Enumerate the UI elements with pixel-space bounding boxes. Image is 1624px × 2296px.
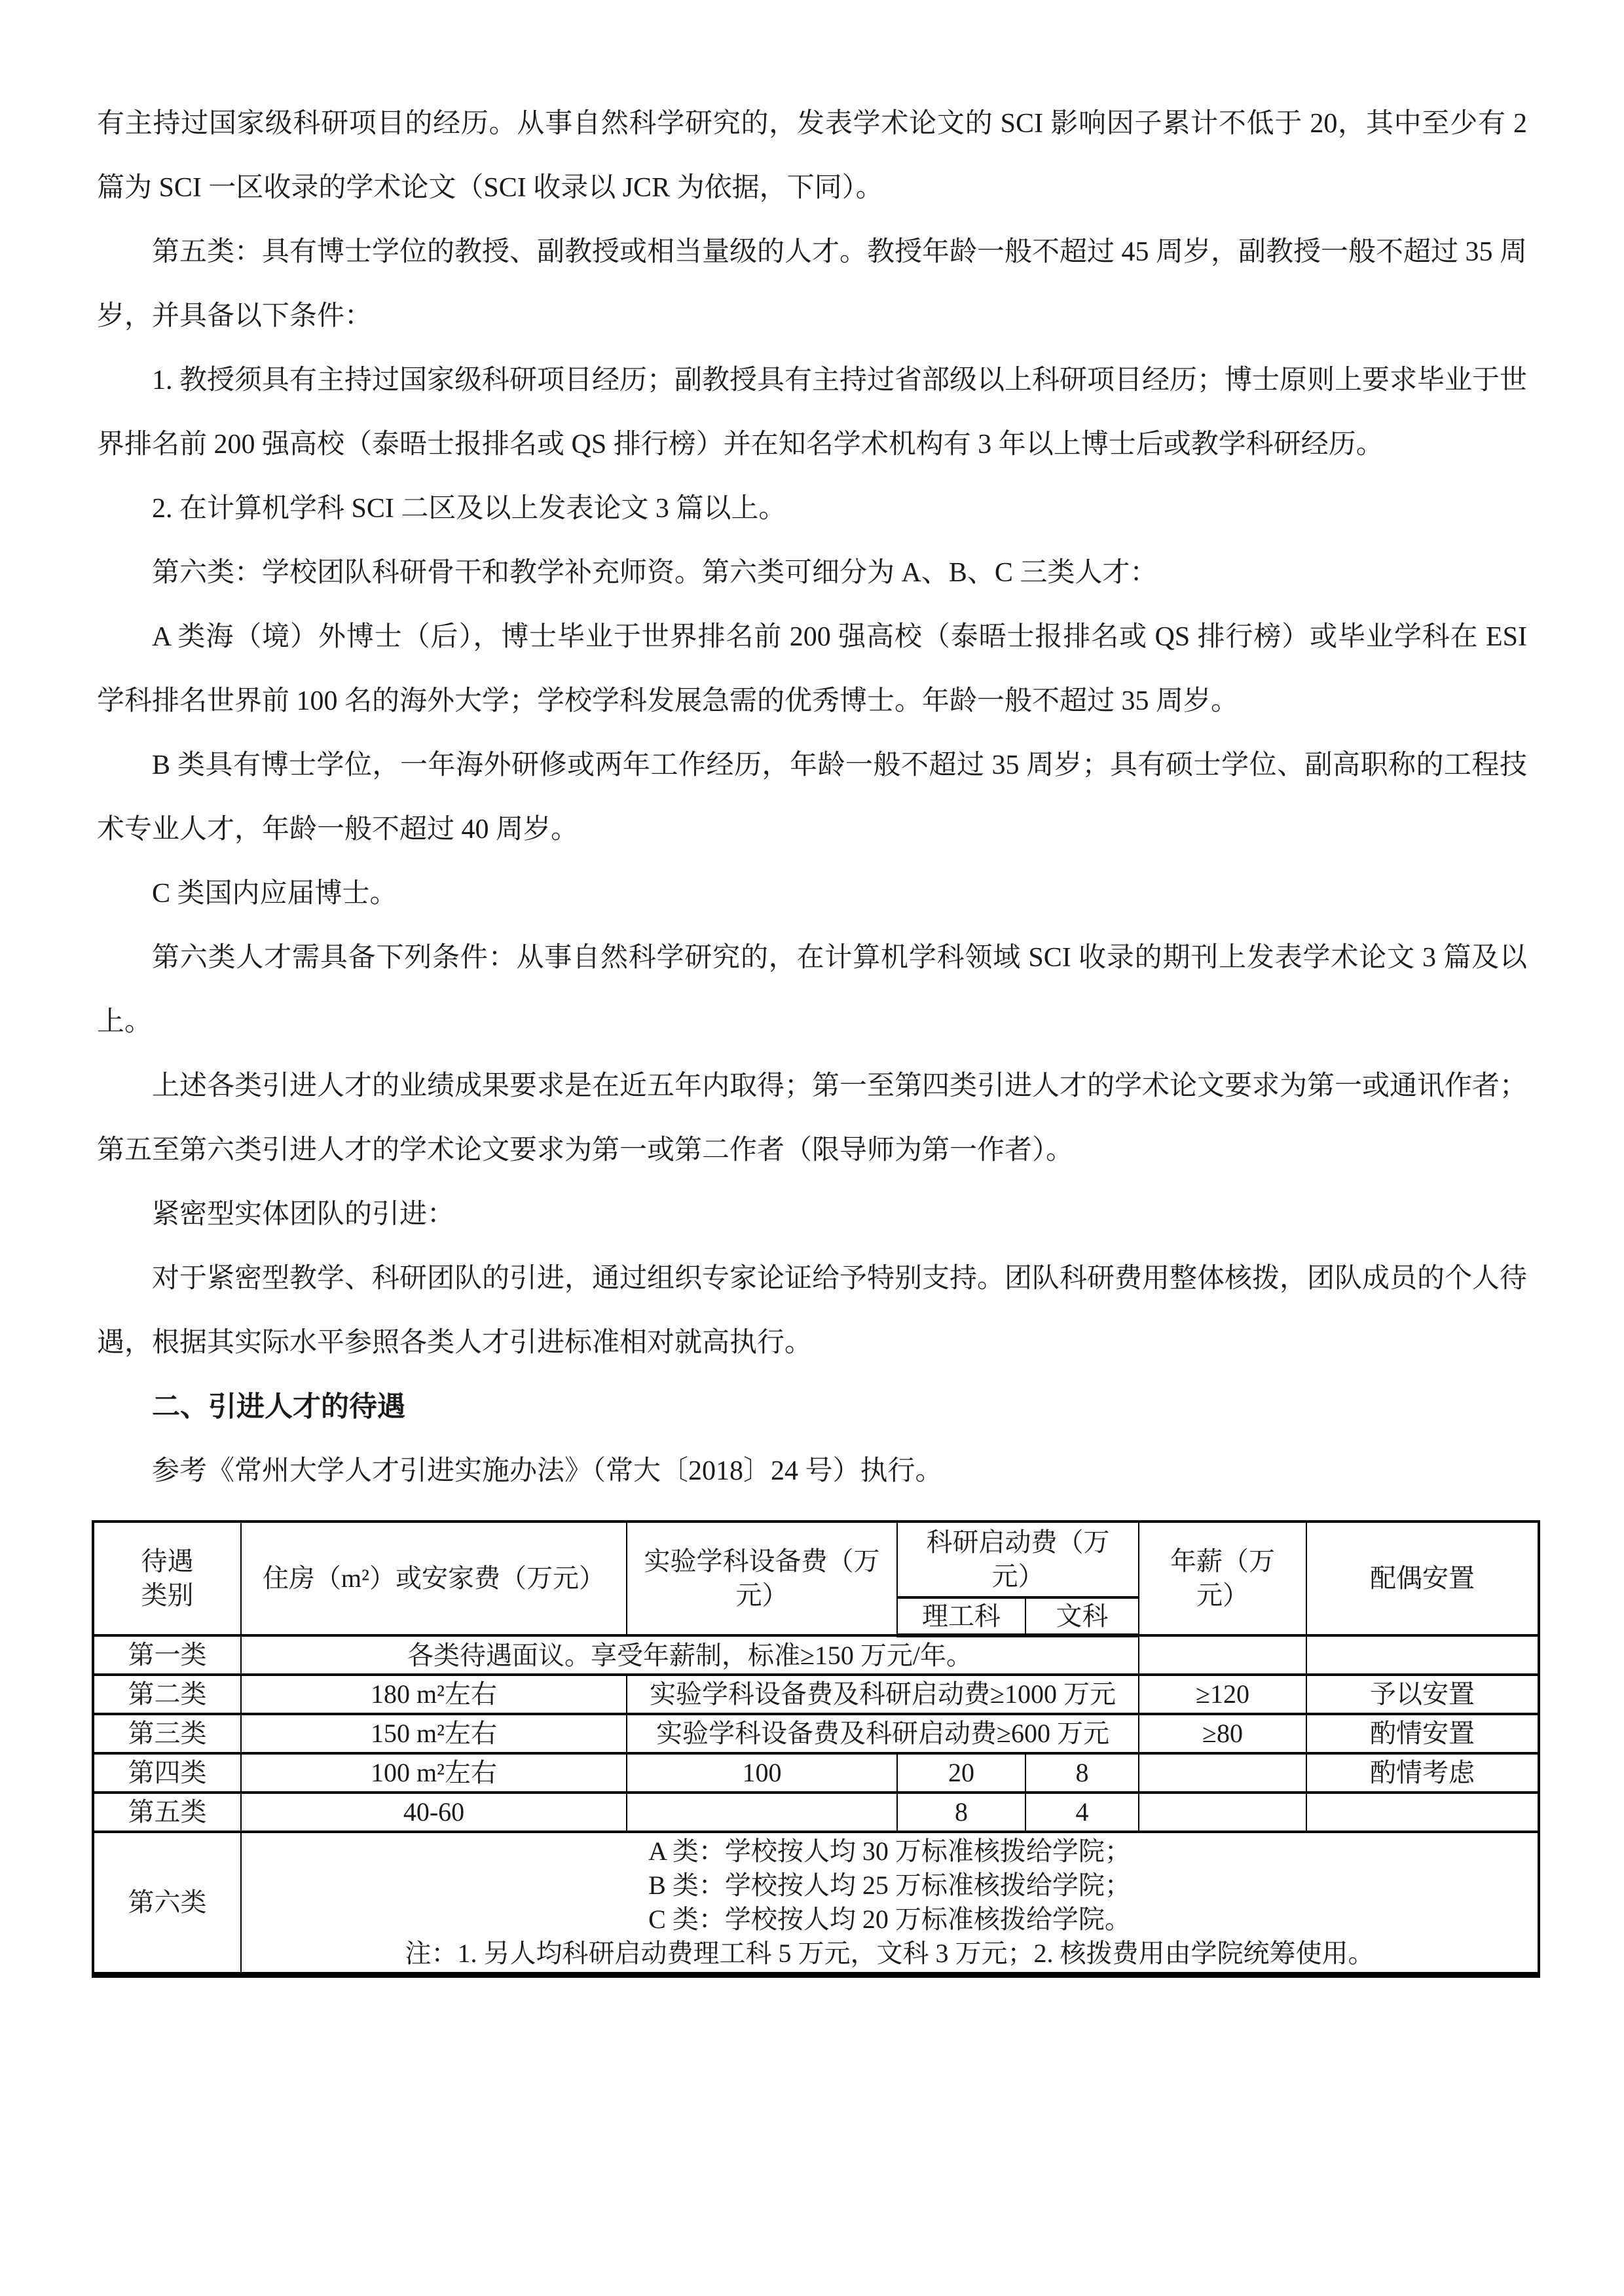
header-label-category: 待遇类别 (141, 1546, 194, 1610)
cell-startup-stem: 20 (897, 1753, 1025, 1793)
table-row-category-6 (93, 1832, 1539, 1975)
reference-paragraph: 参考《常州大学人才引进实施办法》（常大〔2018〕24 号）执行。 (152, 1456, 943, 1486)
cell-equipment: 100 (627, 1753, 897, 1793)
paragraph: 第六类人才需具备下列条件：从事自然科学研究的，在计算机学科领域 SCI 收录的期刊上发表学术论文 3 篇及以上。 (97, 943, 1527, 1037)
header-cell-startup-stem: 理工科 (897, 1597, 1025, 1635)
cell-housing: 180 m²左右 (241, 1675, 627, 1714)
paragraph: 有主持过国家级科研项目的经历。从事自然科学研究的，发表学术论文的 SCI 影响因子累计不低于 20，其中至少有 2 篇为 SCI 一区收录的学术论文（SCI 收录以 JCR 为依据，下同）。 (97, 109, 1527, 203)
cell-merged-fees: 实验学科设备费及科研启动费≥600 万元 (627, 1714, 1139, 1753)
paragraph: B 类具有博士学位，一年海外研修或两年工作经历，年龄一般不超过 35 周岁；具有硕士学位、副高职称的工程技术专业人才，年龄一般不超过 40 周岁。 (97, 750, 1527, 845)
cell-category6-details (241, 1832, 1539, 1975)
cell-spouse: 予以安置 (1306, 1675, 1539, 1714)
cell-salary: ≥80 (1139, 1714, 1306, 1753)
cell-category: 第五类 (93, 1793, 241, 1832)
cell-salary: ≥120 (1139, 1675, 1306, 1714)
cell-equipment (627, 1793, 897, 1832)
cell-salary (1139, 1753, 1306, 1793)
paragraph: 第六类：学校团队科研骨干和教学补充师资。第六类可细分为 A、B、C 三类人才： (152, 558, 1158, 588)
table-header-row-1 (93, 1522, 1539, 1597)
header-cell-housing: 住房（m²）或安家费（万元） (241, 1522, 627, 1635)
header-cell-startup-liberal: 文科 (1025, 1597, 1139, 1635)
cell-startup-liberal: 8 (1025, 1753, 1139, 1793)
paragraph: 紧密型实体团队的引进： (152, 1199, 455, 1230)
cell-salary (1139, 1793, 1306, 1832)
cell-category: 第四类 (93, 1753, 241, 1793)
category6-line-b: B 类：学校按人均 25 万标准核拨给学院； (648, 1870, 1131, 1900)
header-cell-startup (897, 1522, 1139, 1597)
cell-housing: 40-60 (241, 1793, 627, 1832)
section-heading: 二、引进人才的待遇 (152, 1391, 405, 1423)
table-row-category-4 (93, 1753, 1539, 1793)
cell-category: 第一类 (93, 1635, 241, 1675)
header-label-startup: 科研启动费（万元） (926, 1527, 1110, 1591)
cell-category: 第三类 (93, 1714, 241, 1753)
cell-salary (1139, 1635, 1306, 1675)
paragraph: A 类海（境）外博士（后），博士毕业于世界排名前 200 强高校（泰晤士报排名或 QS 排行榜）或毕业学科在 ESI 学科排名世界前 100 名的海外大学；学校学科发展急需的优秀博士。年龄一般不超过 35 周岁。 (97, 622, 1527, 716)
paragraph: 上述各类引进人才的业绩成果要求是在近五年内取得；第一至第四类引进人才的学术论文要求为第一或通讯作者；第五至第六类引进人才的学术论文要求为第一或第二作者（限导师为第一作者）。 (97, 1071, 1528, 1165)
cell-category: 第二类 (93, 1675, 241, 1714)
cell-housing: 100 m²左右 (241, 1753, 627, 1793)
cell-startup-liberal: 4 (1025, 1793, 1139, 1832)
table-row-category-3 (93, 1714, 1539, 1753)
cell-spouse (1306, 1793, 1539, 1832)
header-cell-spouse: 配偶安置 (1306, 1522, 1539, 1635)
paragraph: 2. 在计算机学科 SCI 二区及以上发表论文 3 篇以上。 (152, 494, 786, 524)
cell-spouse: 酌情安置 (1306, 1714, 1539, 1753)
paragraph: 1. 教授须具有主持过国家级科研项目经历；副教授具有主持过省部级以上科研项目经历；博士原则上要求毕业于世界排名前 200 强高校（泰晤士报排名或 QS 排行榜）并在知名学术机构有 3 年以上博士后或教学科研经历。 (97, 365, 1528, 460)
cell-housing: 150 m²左右 (241, 1714, 627, 1753)
cell-spouse (1306, 1635, 1539, 1675)
category6-note: 注：1. 另人均科研启动费理工科 5 万元，文科 3 万元；2. 核拨费用由学院统筹使用。 (405, 1939, 1375, 1968)
header-cell-salary (1139, 1522, 1306, 1635)
table-row-category-1 (93, 1635, 1539, 1675)
paragraph: 第五类：具有博士学位的教授、副教授或相当量级的人才。教授年龄一般不超过 45 周岁，副教授一般不超过 35 周岁，并具备以下条件： (97, 237, 1528, 331)
cell-merged-terms: 各类待遇面议。享受年薪制，标准≥150 万元/年。 (241, 1635, 1139, 1675)
cell-spouse: 酌情考虑 (1306, 1753, 1539, 1793)
cell-merged-fees: 实验学科设备费及科研启动费≥1000 万元 (627, 1675, 1139, 1714)
cell-category: 第六类 (93, 1832, 241, 1975)
header-cell-equipment: 实验学科设备费（万元） (627, 1522, 897, 1635)
paragraph: C 类国内应届博士。 (152, 879, 397, 909)
paragraph: 对于紧密型教学、科研团队的引进，通过组织专家论证给予特别支持。团队科研费用整体核拨，团队成员的个人待遇，根据其实际水平参照各类人才引进标准相对就高执行。 (97, 1264, 1528, 1358)
header-cell-category (93, 1522, 241, 1635)
document-content (97, 92, 1527, 1978)
cell-startup-stem: 8 (897, 1793, 1025, 1832)
table-row-category-2 (93, 1675, 1539, 1714)
table-row-category-5 (93, 1793, 1539, 1832)
category6-line-c: C 类：学校按人均 20 万标准核拨给学院。 (648, 1904, 1131, 1934)
category6-line-a: A 类：学校按人均 30 万标准核拨给学院； (648, 1836, 1131, 1866)
treatment-table (92, 1520, 1540, 1978)
header-label-salary: 年薪（万元） (1170, 1546, 1275, 1610)
